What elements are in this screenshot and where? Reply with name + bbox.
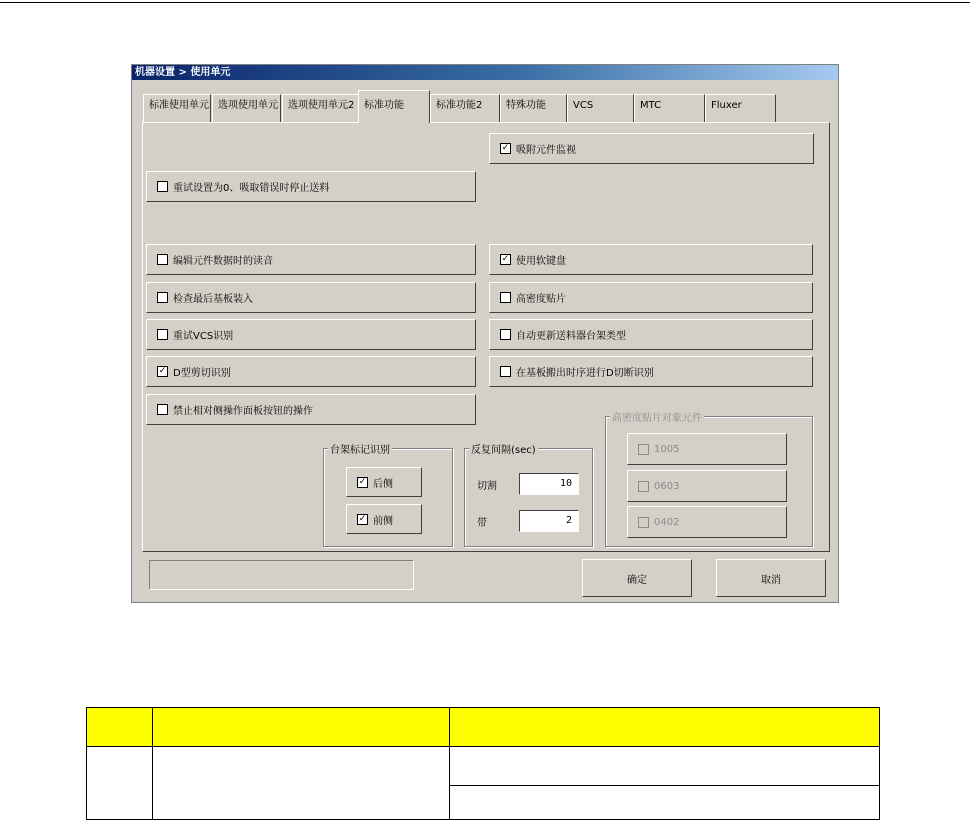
checkbox-unchecked-icon [157, 181, 168, 192]
checkbox-label: 后侧 [373, 478, 393, 490]
table-header-cell [153, 708, 450, 747]
tab-fluxer[interactable]: Fluxer [705, 94, 776, 122]
checkbox-unchecked-icon [500, 292, 511, 303]
checkbox-unchecked-icon [157, 292, 168, 303]
checkbox-label: D型剪切识别 [173, 368, 231, 379]
ok-button[interactable]: 确定 [582, 559, 692, 597]
table-mark-front-checkbox[interactable] [346, 504, 422, 534]
group-title: 反复间隔(sec) [469, 441, 538, 456]
tab-mtc[interactable]: MTC [634, 94, 705, 122]
auto-update-feeder-checkbox[interactable] [489, 319, 813, 350]
tab-standard-functions[interactable]: 标准功能 [358, 90, 430, 123]
tab-optional-units[interactable]: 选项使用单元 [212, 94, 281, 122]
tab-special-functions[interactable]: 特殊功能 [500, 94, 567, 122]
checkbox-checked-icon: ✓ [358, 476, 367, 487]
checkbox-checked-icon: ✓ [501, 143, 510, 153]
checkbox-label: 重试VCS识别 [173, 331, 234, 342]
checkbox-label: 重试设置为0、吸取错误时停止送料 [173, 183, 330, 194]
checkbox-checked-icon: ✓ [358, 513, 367, 524]
tape-interval-input[interactable]: 2 [519, 510, 579, 532]
repeat-interval-group [464, 445, 593, 547]
checkbox-unchecked-icon [500, 366, 511, 377]
disable-opposite-panel-checkbox[interactable] [146, 394, 476, 425]
table-mark-rear-checkbox[interactable] [346, 467, 422, 497]
checkbox-unchecked-icon [638, 444, 649, 455]
checkbox-checked-icon: ✓ [501, 254, 510, 264]
tab-panel [142, 122, 830, 552]
table-cell [450, 785, 880, 819]
soft-keyboard-checkbox[interactable] [489, 244, 813, 275]
checkbox-unchecked-icon [638, 481, 649, 492]
cut-interval-label: 切割 [477, 481, 497, 492]
cut-interval-input[interactable]: 10 [519, 473, 579, 495]
checkbox-label: 高密度贴片 [516, 294, 566, 305]
checkbox-label: 自动更新送料器台架类型 [516, 331, 626, 342]
checkbox-label: 吸附元件监视 [516, 145, 576, 156]
check-last-board-checkbox[interactable] [146, 282, 476, 313]
table-cell [153, 747, 450, 820]
group-title: 台架标记识别 [328, 441, 392, 456]
high-density-checkbox[interactable] [489, 282, 813, 313]
table-header-cell [450, 708, 880, 747]
parts-sensor-checkbox[interactable] [489, 133, 814, 164]
retry-vcs-checkbox[interactable] [146, 319, 476, 350]
checkbox-label: 0402 [654, 516, 680, 528]
board-exit-d-cut-checkbox[interactable] [489, 356, 813, 387]
hd-0402-checkbox[interactable] [627, 506, 787, 538]
hd-1005-checkbox[interactable] [627, 433, 787, 465]
machine-settings-dialog [131, 64, 839, 603]
hd-0603-checkbox[interactable] [627, 470, 787, 502]
table-cell [450, 747, 880, 786]
tab-standard-units[interactable]: 标准使用单元 [143, 94, 211, 122]
checkbox-unchecked-icon [638, 517, 649, 528]
tape-interval-label: 带 [477, 518, 487, 529]
page-top-rule [0, 2, 970, 3]
d-cut-checkbox[interactable] [146, 356, 476, 387]
checkbox-label: 1005 [654, 443, 680, 455]
tab-vcs[interactable]: VCS [567, 94, 634, 122]
table-mark-group [323, 445, 453, 547]
table-header-row [87, 708, 880, 747]
cancel-button[interactable]: 取消 [716, 559, 826, 597]
description-table [86, 707, 880, 820]
checkbox-label: 禁止相对侧操作面板按钮的操作 [173, 406, 313, 417]
status-field [149, 560, 414, 590]
dialog-title: 机器设置 > 使用单元 [132, 65, 838, 80]
checkbox-unchecked-icon [157, 254, 168, 265]
tab-optional-units-2[interactable]: 选项使用单元2 [282, 94, 359, 122]
checkbox-label: 在基板搬出时序进行D切断识别 [516, 368, 654, 379]
table-header-cell [87, 708, 153, 747]
table-cell [87, 747, 153, 820]
checkbox-label: 编辑元件数据时的读音 [173, 256, 273, 267]
checkbox-unchecked-icon [157, 404, 168, 415]
edit-parts-sound-checkbox[interactable] [146, 244, 476, 275]
checkbox-unchecked-icon [157, 329, 168, 340]
high-density-target-group [605, 413, 813, 547]
retry-zero-checkbox[interactable] [146, 171, 476, 202]
group-title: 高密度贴片对象元件 [610, 409, 704, 424]
checkbox-label: 0603 [654, 480, 680, 492]
table-row [87, 747, 880, 786]
tab-standard-functions-2[interactable]: 标准功能2 [430, 94, 500, 122]
checkbox-label: 检查最后基板装入 [173, 294, 253, 305]
checkbox-label: 使用软键盘 [516, 256, 566, 267]
checkbox-unchecked-icon [500, 329, 511, 340]
checkbox-label: 前侧 [373, 515, 393, 527]
checkbox-checked-icon: ✓ [158, 366, 167, 376]
